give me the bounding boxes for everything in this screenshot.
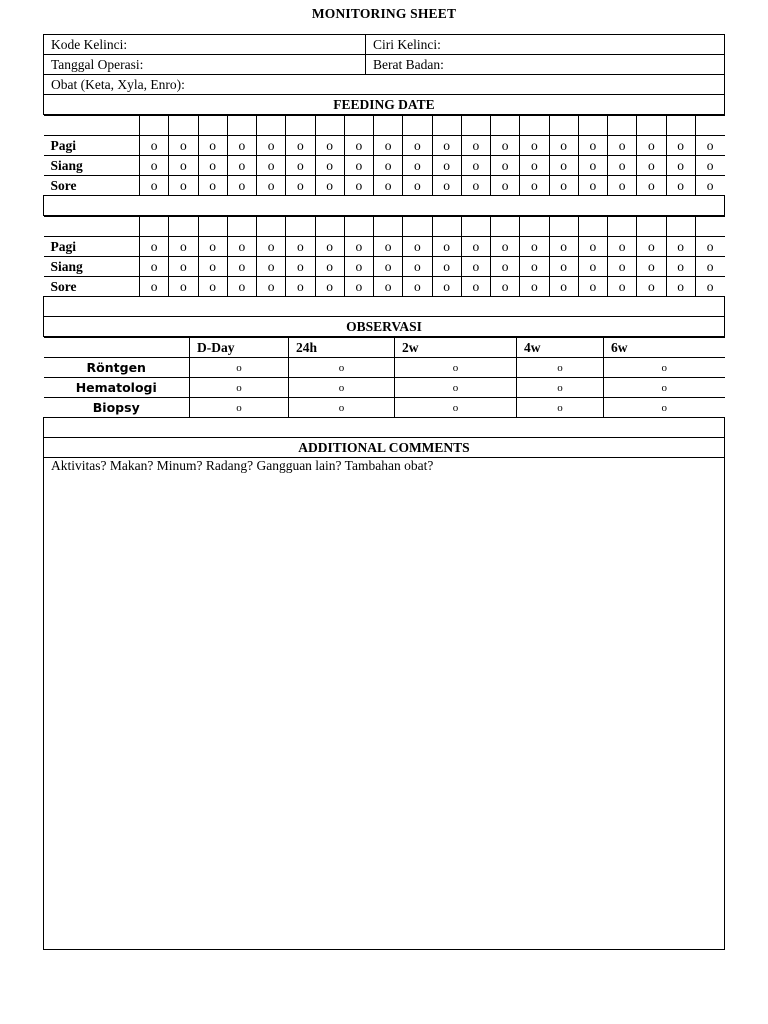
observasi-checkbox[interactable]: o xyxy=(395,378,517,398)
ciri-kelinci-field[interactable]: Ciri Kelinci: xyxy=(366,35,725,55)
feeding-block-1 xyxy=(44,115,725,196)
feeding-checkbox[interactable]: o xyxy=(169,277,198,297)
berat-badan-field[interactable]: Berat Badan: xyxy=(366,55,725,75)
feeding-checkbox[interactable]: o xyxy=(198,237,227,257)
feeding-row xyxy=(44,257,725,277)
feeding-date-cell[interactable] xyxy=(695,116,724,136)
feeding-checkbox[interactable]: o xyxy=(549,257,578,277)
feeding-date-cell[interactable] xyxy=(198,116,227,136)
feeding-date-cell[interactable] xyxy=(227,217,256,237)
observasi-column-header: 4w xyxy=(517,338,604,358)
feeding-row xyxy=(44,277,725,297)
observasi-row-label: Röntgen xyxy=(44,358,190,378)
feeding-checkbox[interactable]: o xyxy=(666,156,695,176)
tanggal-operasi-field[interactable]: Tanggal Operasi: xyxy=(44,55,366,75)
feeding-checkbox[interactable]: o xyxy=(198,156,227,176)
feeding-checkbox[interactable]: o xyxy=(257,176,286,196)
feeding-row xyxy=(44,136,725,156)
feeding-checkbox[interactable]: o xyxy=(695,156,724,176)
kode-kelinci-field[interactable]: Kode Kelinci: xyxy=(44,35,366,55)
feeding-checkbox[interactable]: o xyxy=(491,277,520,297)
feeding-checkbox[interactable]: o xyxy=(461,277,490,297)
feeding-checkbox[interactable]: o xyxy=(549,277,578,297)
observasi-checkbox[interactable]: o xyxy=(604,358,725,378)
feeding-checkbox[interactable]: o xyxy=(344,257,373,277)
feeding-checkbox[interactable]: o xyxy=(315,136,344,156)
feeding-checkbox[interactable]: o xyxy=(666,176,695,196)
feeding-checkbox[interactable]: o xyxy=(666,257,695,277)
feeding-date-cell[interactable] xyxy=(140,217,169,237)
feeding-date-cell[interactable] xyxy=(227,116,256,136)
feeding-checkbox[interactable]: o xyxy=(520,257,549,277)
feeding-checkbox[interactable]: o xyxy=(491,156,520,176)
feeding-date-cell[interactable] xyxy=(549,217,578,237)
feeding-row xyxy=(44,237,725,257)
page-title: MONITORING SHEET xyxy=(311,6,457,21)
feeding-row-label: Pagi xyxy=(44,136,140,156)
feeding-date-corner xyxy=(44,116,140,136)
feeding-checkbox[interactable]: o xyxy=(169,257,198,277)
feeding-checkbox[interactable]: o xyxy=(520,156,549,176)
feeding-checkbox[interactable]: o xyxy=(286,277,315,297)
observasi-checkbox[interactable]: o xyxy=(289,358,395,378)
feeding-date-cell[interactable] xyxy=(257,116,286,136)
feeding-checkbox[interactable]: o xyxy=(403,257,432,277)
feeding-row xyxy=(44,176,725,196)
feeding-checkbox[interactable]: o xyxy=(578,277,607,297)
feeding-date-cell[interactable] xyxy=(461,217,490,237)
feeding-date-cell[interactable] xyxy=(695,217,724,237)
feeding-date-cell[interactable] xyxy=(140,116,169,136)
feeding-date-cell[interactable] xyxy=(315,116,344,136)
feeding-row xyxy=(44,156,725,176)
feeding-row-label: Sore xyxy=(44,277,140,297)
feeding-checkbox[interactable]: o xyxy=(637,277,666,297)
feeding-checkbox[interactable]: o xyxy=(227,136,256,156)
feeding-date-cell[interactable] xyxy=(608,116,637,136)
observasi-checkbox[interactable]: o xyxy=(190,378,289,398)
spacer-row xyxy=(44,418,725,438)
additional-comments-box[interactable] xyxy=(44,458,725,950)
observasi-checkbox[interactable]: o xyxy=(517,358,604,378)
observasi-corner xyxy=(44,338,190,358)
observasi-checkbox[interactable]: o xyxy=(190,358,289,378)
feeding-date-cell[interactable] xyxy=(491,116,520,136)
feeding-date-cell[interactable] xyxy=(666,116,695,136)
feeding-checkbox[interactable]: o xyxy=(520,136,549,156)
feeding-date-corner xyxy=(44,217,140,237)
spacer-row xyxy=(44,196,725,216)
feeding-checkbox[interactable]: o xyxy=(578,257,607,277)
feeding-checkbox[interactable]: o xyxy=(578,136,607,156)
feeding-checkbox[interactable]: o xyxy=(344,176,373,196)
feeding-checkbox[interactable]: o xyxy=(491,237,520,257)
observasi-column-header: 24h xyxy=(289,338,395,358)
feeding-checkbox[interactable]: o xyxy=(257,237,286,257)
feeding-checkbox[interactable]: o xyxy=(608,237,637,257)
feeding-checkbox[interactable]: o xyxy=(403,156,432,176)
feeding-checkbox[interactable]: o xyxy=(198,136,227,156)
feeding-checkbox[interactable]: o xyxy=(695,176,724,196)
feeding-checkbox[interactable]: o xyxy=(286,237,315,257)
feeding-checkbox[interactable]: o xyxy=(461,176,490,196)
feeding-checkbox[interactable]: o xyxy=(549,156,578,176)
feeding-date-cell[interactable] xyxy=(257,217,286,237)
spacer-row xyxy=(44,297,725,317)
feeding-date-cell[interactable] xyxy=(578,116,607,136)
feeding-checkbox[interactable]: o xyxy=(374,156,403,176)
observasi-column-row xyxy=(44,338,725,358)
feeding-checkbox[interactable]: o xyxy=(608,156,637,176)
observasi-checkbox[interactable]: o xyxy=(517,378,604,398)
feeding-checkbox[interactable]: o xyxy=(549,237,578,257)
feeding-checkbox[interactable]: o xyxy=(344,156,373,176)
feeding-checkbox[interactable]: o xyxy=(520,176,549,196)
feeding-date-cell[interactable] xyxy=(520,116,549,136)
feeding-checkbox[interactable]: o xyxy=(637,136,666,156)
feeding-checkbox[interactable]: o xyxy=(608,136,637,156)
obat-field[interactable]: Obat (Keta, Xyla, Enro): xyxy=(44,75,725,95)
feeding-checkbox[interactable]: o xyxy=(637,237,666,257)
feeding-checkbox[interactable]: o xyxy=(198,257,227,277)
feeding-date-cell[interactable] xyxy=(286,217,315,237)
feeding-checkbox[interactable]: o xyxy=(491,136,520,156)
feeding-date-cell[interactable] xyxy=(374,116,403,136)
feeding-checkbox[interactable]: o xyxy=(461,257,490,277)
observasi-checkbox[interactable]: o xyxy=(604,378,725,398)
observasi-checkbox[interactable]: o xyxy=(190,398,289,418)
feeding-checkbox[interactable]: o xyxy=(666,136,695,156)
feeding-date-cell[interactable] xyxy=(169,217,198,237)
feeding-checkbox[interactable]: o xyxy=(491,257,520,277)
feeding-date-cell[interactable] xyxy=(169,116,198,136)
feeding-date-header: FEEDING DATE xyxy=(44,95,725,115)
feeding-checkbox[interactable]: o xyxy=(227,176,256,196)
observasi-checkbox[interactable]: o xyxy=(289,398,395,418)
feeding-checkbox[interactable]: o xyxy=(578,237,607,257)
observasi-checkbox[interactable]: o xyxy=(289,378,395,398)
feeding-checkbox[interactable]: o xyxy=(637,257,666,277)
feeding-date-cell[interactable] xyxy=(374,217,403,237)
feeding-checkbox[interactable]: o xyxy=(315,156,344,176)
feeding-checkbox[interactable]: o xyxy=(344,277,373,297)
observasi-row-label: Biopsy xyxy=(44,398,190,418)
observasi-row-label: Hematologi xyxy=(44,378,190,398)
feeding-grid xyxy=(44,115,725,195)
feeding-checkbox[interactable]: o xyxy=(198,176,227,196)
feeding-checkbox[interactable]: o xyxy=(286,136,315,156)
feeding-date-cell[interactable] xyxy=(549,116,578,136)
feeding-checkbox[interactable]: o xyxy=(286,156,315,176)
feeding-checkbox[interactable]: o xyxy=(637,156,666,176)
feeding-checkbox[interactable]: o xyxy=(257,277,286,297)
feeding-checkbox[interactable]: o xyxy=(169,136,198,156)
observasi-block xyxy=(44,337,725,418)
feeding-checkbox[interactable]: o xyxy=(432,257,461,277)
feeding-checkbox[interactable]: o xyxy=(520,237,549,257)
feeding-checkbox[interactable]: o xyxy=(169,176,198,196)
feeding-checkbox[interactable]: o xyxy=(578,176,607,196)
feeding-grid xyxy=(44,216,725,296)
feeding-checkbox[interactable]: o xyxy=(140,237,169,257)
feeding-checkbox[interactable]: o xyxy=(286,176,315,196)
feeding-checkbox[interactable]: o xyxy=(140,277,169,297)
observasi-checkbox[interactable]: o xyxy=(517,398,604,418)
feeding-checkbox[interactable]: o xyxy=(227,156,256,176)
feeding-checkbox[interactable]: o xyxy=(578,156,607,176)
feeding-checkbox[interactable]: o xyxy=(315,176,344,196)
feeding-checkbox[interactable]: o xyxy=(140,156,169,176)
feeding-checkbox[interactable]: o xyxy=(257,136,286,156)
feeding-date-cell[interactable] xyxy=(403,116,432,136)
feeding-checkbox[interactable]: o xyxy=(374,257,403,277)
observasi-row xyxy=(44,378,725,398)
feeding-checkbox[interactable]: o xyxy=(315,277,344,297)
feeding-checkbox[interactable]: o xyxy=(315,237,344,257)
observasi-row xyxy=(44,398,725,418)
feeding-checkbox[interactable]: o xyxy=(461,136,490,156)
feeding-checkbox[interactable]: o xyxy=(608,176,637,196)
feeding-checkbox[interactable]: o xyxy=(432,277,461,297)
feeding-checkbox[interactable]: o xyxy=(520,277,549,297)
feeding-checkbox[interactable]: o xyxy=(227,237,256,257)
observasi-column-header: 2w xyxy=(395,338,517,358)
feeding-checkbox[interactable]: o xyxy=(257,156,286,176)
additional-comments-header: ADDITIONAL COMMENTS xyxy=(44,438,725,458)
feeding-date-cell[interactable] xyxy=(520,217,549,237)
feeding-checkbox[interactable]: o xyxy=(227,277,256,297)
feeding-checkbox[interactable]: o xyxy=(549,136,578,156)
observasi-checkbox[interactable]: o xyxy=(395,398,517,418)
feeding-checkbox[interactable]: o xyxy=(286,257,315,277)
feeding-checkbox[interactable]: o xyxy=(374,136,403,156)
comments-prompt: Aktivitas? Makan? Minum? Radang? Gangguan lain? Tambahan obat? xyxy=(51,458,434,473)
feeding-checkbox[interactable]: o xyxy=(432,136,461,156)
feeding-checkbox[interactable]: o xyxy=(140,136,169,156)
feeding-checkbox[interactable]: o xyxy=(549,176,578,196)
feeding-date-cell[interactable] xyxy=(578,217,607,237)
feeding-date-cell[interactable] xyxy=(637,116,666,136)
feeding-row-label: Siang xyxy=(44,156,140,176)
feeding-checkbox[interactable]: o xyxy=(344,136,373,156)
feeding-date-cell[interactable] xyxy=(491,217,520,237)
feeding-row-label: Pagi xyxy=(44,237,140,257)
feeding-checkbox[interactable]: o xyxy=(140,257,169,277)
feeding-date-cell[interactable] xyxy=(286,116,315,136)
feeding-date-row xyxy=(44,116,725,136)
feeding-checkbox[interactable]: o xyxy=(227,257,256,277)
feeding-date-cell[interactable] xyxy=(198,217,227,237)
feeding-date-cell[interactable] xyxy=(666,217,695,237)
feeding-checkbox[interactable]: o xyxy=(461,237,490,257)
observasi-grid xyxy=(44,337,725,417)
feeding-date-cell[interactable] xyxy=(461,116,490,136)
feeding-checkbox[interactable]: o xyxy=(432,237,461,257)
feeding-block-2 xyxy=(44,216,725,297)
feeding-date-cell[interactable] xyxy=(344,116,373,136)
feeding-checkbox[interactable]: o xyxy=(666,237,695,257)
observasi-column-header: D-Day xyxy=(190,338,289,358)
feeding-checkbox[interactable]: o xyxy=(491,176,520,196)
feeding-checkbox[interactable]: o xyxy=(403,277,432,297)
feeding-checkbox[interactable]: o xyxy=(637,176,666,196)
feeding-checkbox[interactable]: o xyxy=(344,237,373,257)
feeding-checkbox[interactable]: o xyxy=(608,257,637,277)
feeding-checkbox[interactable]: o xyxy=(666,277,695,297)
feeding-checkbox[interactable]: o xyxy=(257,257,286,277)
feeding-checkbox[interactable]: o xyxy=(695,277,724,297)
feeding-checkbox[interactable]: o xyxy=(374,277,403,297)
feeding-date-cell[interactable] xyxy=(608,217,637,237)
monitoring-sheet-table xyxy=(43,34,725,950)
feeding-date-cell[interactable] xyxy=(637,217,666,237)
feeding-date-cell[interactable] xyxy=(344,217,373,237)
feeding-checkbox[interactable]: o xyxy=(169,237,198,257)
feeding-row-label: Sore xyxy=(44,176,140,196)
observasi-checkbox[interactable]: o xyxy=(604,398,725,418)
feeding-checkbox[interactable]: o xyxy=(695,237,724,257)
observasi-header: OBSERVASI xyxy=(44,317,725,337)
feeding-checkbox[interactable]: o xyxy=(432,176,461,196)
feeding-checkbox[interactable]: o xyxy=(695,257,724,277)
feeding-date-cell[interactable] xyxy=(315,217,344,237)
feeding-checkbox[interactable]: o xyxy=(140,176,169,196)
feeding-date-cell[interactable] xyxy=(403,217,432,237)
feeding-checkbox[interactable]: o xyxy=(403,237,432,257)
feeding-date-cell[interactable] xyxy=(432,217,461,237)
feeding-checkbox[interactable]: o xyxy=(315,257,344,277)
feeding-checkbox[interactable]: o xyxy=(432,156,461,176)
feeding-checkbox[interactable]: o xyxy=(374,237,403,257)
feeding-checkbox[interactable]: o xyxy=(461,156,490,176)
feeding-checkbox[interactable]: o xyxy=(374,176,403,196)
feeding-row-label: Siang xyxy=(44,257,140,277)
feeding-date-cell[interactable] xyxy=(432,116,461,136)
feeding-checkbox[interactable]: o xyxy=(169,156,198,176)
feeding-checkbox[interactable]: o xyxy=(403,176,432,196)
observasi-row xyxy=(44,358,725,378)
observasi-checkbox[interactable]: o xyxy=(395,358,517,378)
feeding-checkbox[interactable]: o xyxy=(608,277,637,297)
observasi-column-header: 6w xyxy=(604,338,725,358)
feeding-checkbox[interactable]: o xyxy=(198,277,227,297)
feeding-checkbox[interactable]: o xyxy=(695,136,724,156)
feeding-date-row xyxy=(44,217,725,237)
feeding-checkbox[interactable]: o xyxy=(403,136,432,156)
